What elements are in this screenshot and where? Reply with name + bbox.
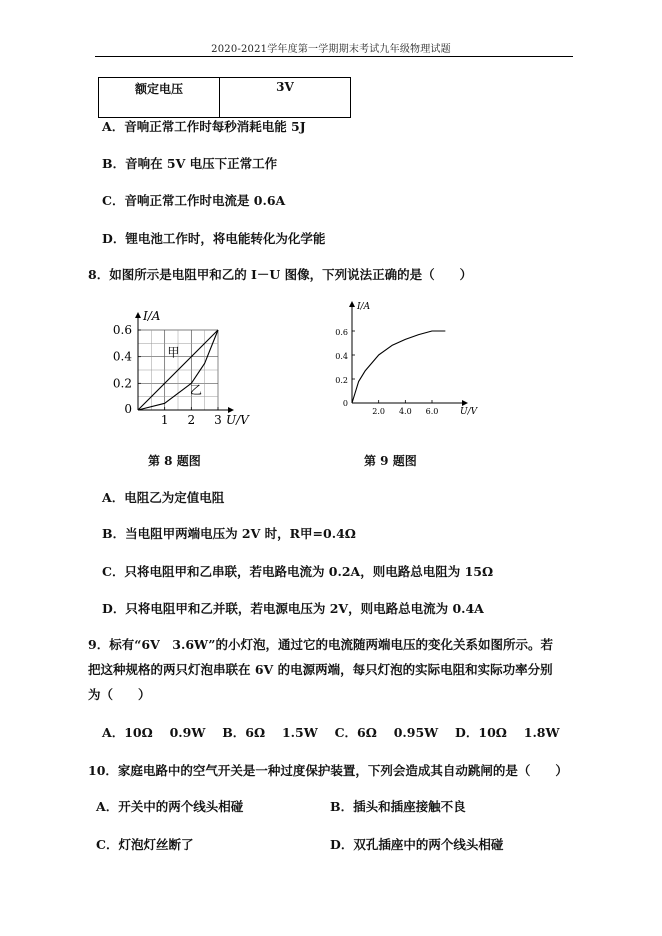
figure-8-caption: 第 8 题图	[148, 454, 201, 468]
x-axis-label: U/V	[226, 413, 249, 427]
q10-option-c: C．灯泡灯丝断了	[96, 837, 194, 852]
y-tick-label: 0.6	[335, 328, 348, 337]
q7-option-d: D．锂电池工作时，将电能转化为化学能	[102, 231, 326, 246]
q8-option-a: A．电阻乙为定值电阻	[102, 490, 225, 505]
figure-9-caption: 第 9 题图	[364, 454, 417, 468]
y-tick-label: 0.6	[112, 323, 132, 337]
q8-stem: 8．如图所示是电阻甲和乙的 I－U 图像，下列说法正确的是（ ）	[88, 267, 473, 282]
q10-option-a: A．开关中的两个线头相碰	[96, 799, 244, 814]
y-tick-label: 0.2	[112, 376, 132, 391]
x-tick-label: 4.0	[398, 407, 412, 416]
q10-stem: 10．家庭电路中的空气开关是一种过度保护装置，下列会造成其自动跳闸的是（ ）	[88, 763, 568, 778]
x-tick-label: 3	[214, 413, 222, 427]
header-divider	[95, 56, 573, 57]
q9-stem-line1: 9．标有“6V 3.6W”的小灯泡，通过它的电流随两端电压的变化关系如图所示。若	[88, 637, 553, 652]
series-label: 乙	[190, 383, 203, 397]
x-tick-label: 2	[187, 413, 196, 427]
y-axis-label: I/A	[143, 309, 161, 323]
q8-option-c: C．只将电阻甲和乙串联，若电路电流为 0.2A，则电路总电阻为 15Ω	[102, 564, 494, 579]
y-axis-arrow	[349, 301, 355, 307]
q9-stem-line2: 把这种规格的两只灯泡串联在 6V 的电源两端，每只灯泡的实际电阻和实际功率分别	[88, 662, 553, 677]
spec-label-cell: 额定电压	[99, 78, 220, 118]
origin-label: 0	[342, 399, 348, 408]
series-line-1	[352, 331, 445, 403]
spec-table	[98, 77, 351, 118]
x-tick-label: 2.0	[372, 407, 386, 416]
q10-option-d: D．双孔插座中的两个线头相碰	[330, 837, 504, 852]
y-tick-label: 0.2	[335, 376, 348, 385]
q7-option-c: C．音响正常工作时电流是 0.6A	[102, 193, 286, 208]
q9-stem-line3: 为（ ）	[88, 687, 151, 702]
q7-option-a: A．音响正常工作时每秒消耗电能 5J	[102, 119, 306, 134]
x-axis-arrow	[462, 400, 468, 406]
q7-option-b: B．音响在 5V 电压下正常工作	[102, 156, 278, 171]
y-axis-label: I/A	[357, 302, 371, 312]
q8-option-d: D．只将电阻甲和乙并联，若电源电压为 2V，则电路总电流为 0.4A	[102, 601, 484, 616]
q9-options: A．10Ω 0.9W B．6Ω 1.5W C．6Ω 0.95W D．10Ω 1.8W	[102, 725, 560, 740]
table-row	[99, 78, 351, 118]
origin-label: 0	[124, 402, 132, 416]
y-axis-arrow	[135, 312, 141, 318]
q10-option-b: B．插头和插座接触不良	[330, 799, 466, 814]
y-tick-label: 0.4	[112, 349, 132, 364]
x-tick-label: 1	[160, 413, 169, 427]
x-tick-label: 6.0	[425, 407, 439, 416]
series-label: 甲	[167, 345, 180, 360]
x-axis-label: U/V	[460, 407, 478, 417]
q8-option-b: B．当电阻甲两端电压为 2V 时，R甲=0.4Ω	[102, 526, 356, 541]
page-header: 2020-2021学年度第一学期期末考试九年级物理试题	[211, 44, 451, 55]
y-tick-label: 0.4	[335, 352, 348, 361]
spec-value-cell: 3V	[220, 78, 351, 118]
figure-8-chart	[110, 306, 260, 436]
figure-9-chart	[322, 302, 478, 432]
